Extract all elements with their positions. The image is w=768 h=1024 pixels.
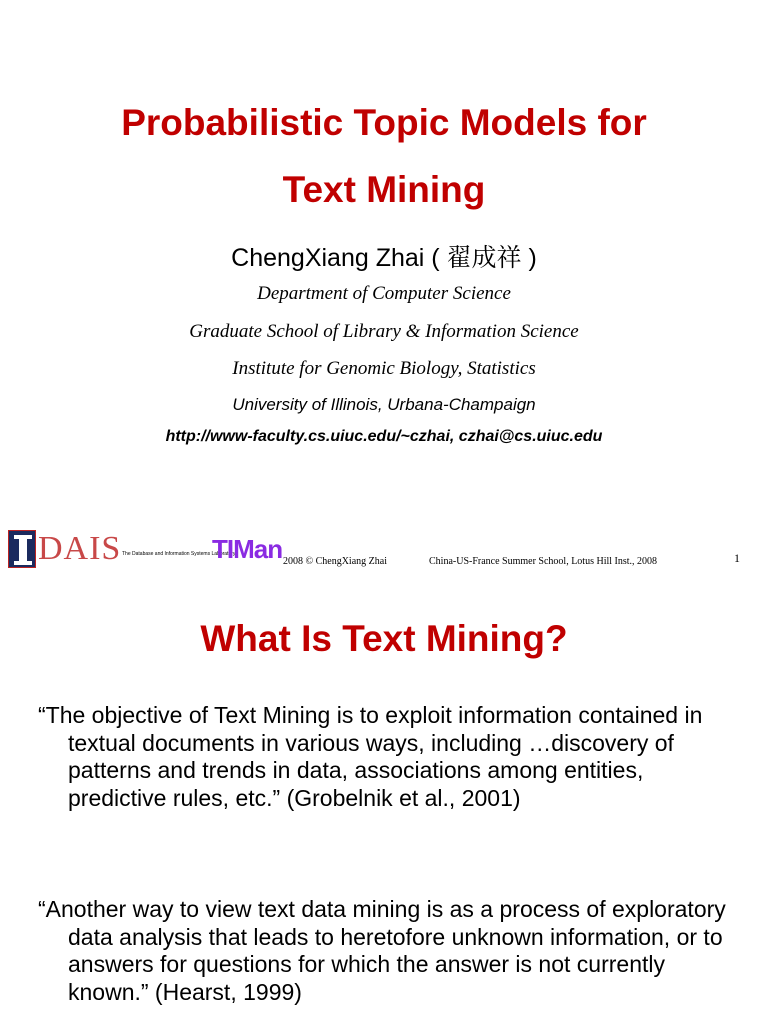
footer-copyright: 2008 © ChengXiang Zhai [283,556,387,567]
footer-event: China-US-France Summer School, Lotus Hill Inst., 2008 [429,556,658,567]
university-name: University of Illinois, Urbana-Champaign [232,395,536,414]
timan-logo: TIMan [212,534,283,564]
affiliation-department: Department of Computer Science [257,283,511,304]
quote-paragraph: “The objective of Text Mining is to exploit information contained in textual documents in various ways, including …discovery of patterns and trends in data, associations among entities, predictive rules, etc.” (Grobelnik et al., 2001) [38,702,703,811]
author-name: ChengXiang Zhai ( 翟成祥 ) [231,244,537,272]
affiliation-graduate-school: Graduate School of Library & Information Science [189,321,579,342]
dais-logo-subtitle: The Database and Information Systems Laboratory [122,551,236,557]
slide-title: What Is Text Mining? [200,618,568,659]
dais-logo: DAIS [38,530,122,567]
illinois-logo-icon [8,530,36,568]
slide-footer [0,530,768,570]
slide-2 [0,586,768,1024]
slide-title-line-2: Text Mining [282,169,486,210]
affiliation-institute: Institute for Genomic Biology, Statistics [232,358,536,379]
slide-title-line-1: Probabilistic Topic Models for [121,102,647,143]
contact-line: http://www-faculty.cs.uiuc.edu/~czhai, czhai@cs.uiuc.edu [165,428,603,445]
page-number: 1 [734,551,740,565]
quote-paragraph: “Another way to view text data mining is as a process of exploratory data analysis that leads to heretofore unknown information, or to answers for questions for which the answer is not currently known.” (Hearst, 1999) [38,896,726,1005]
